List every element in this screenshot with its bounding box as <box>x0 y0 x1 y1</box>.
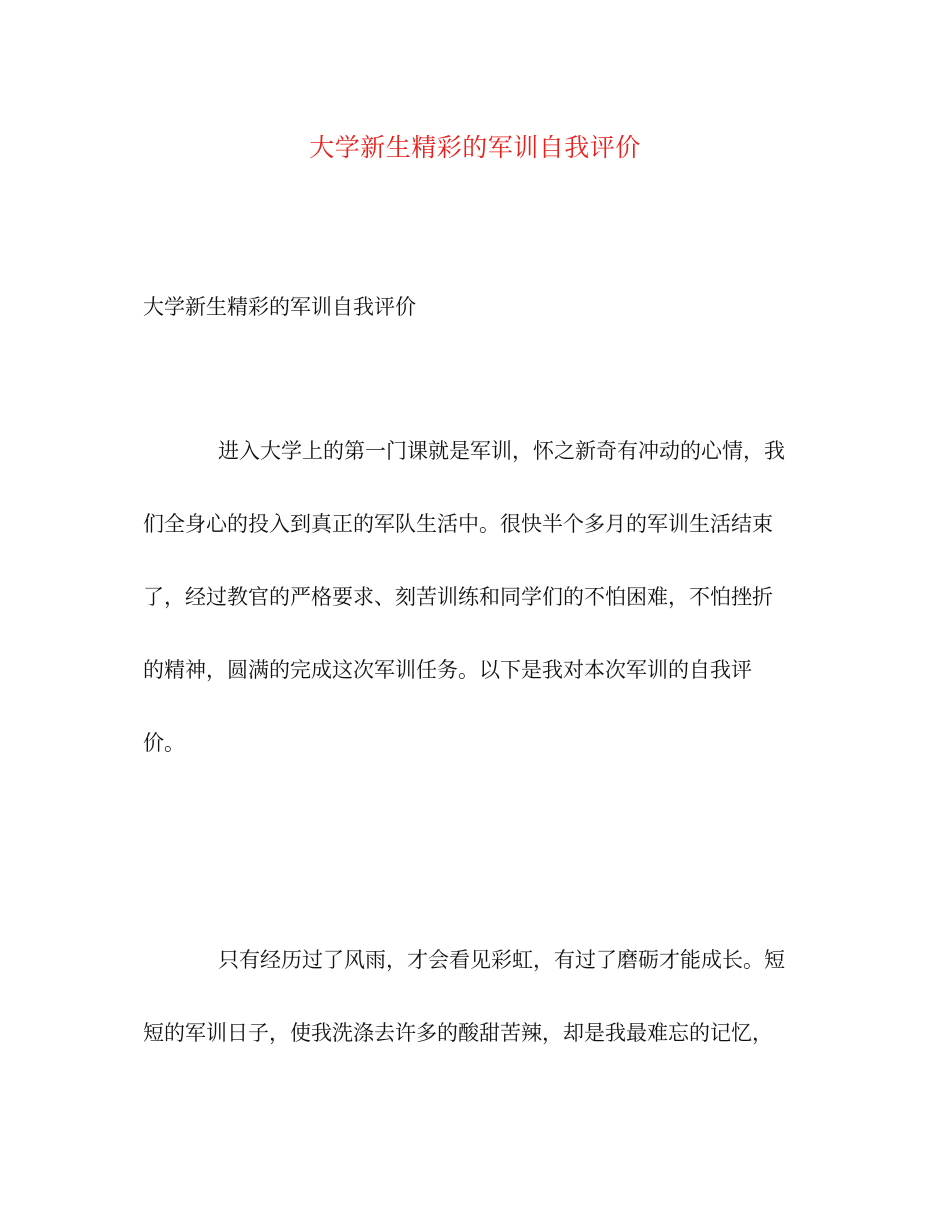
document-subtitle: 大学新生精彩的军训自我评价 <box>143 295 416 319</box>
paragraph-line: 只有经历过了风雨，才会看见彩虹，有过了磨砺才能成长。短 <box>218 948 785 972</box>
paragraph-line: 价。 <box>143 731 185 755</box>
paragraph-line: 们全身心的投入到真正的军队生活中。很快半个多月的军训生活结束 <box>143 512 773 536</box>
paragraph-line: 的精神，圆满的完成这次军训任务。以下是我对本次军训的自我评 <box>143 658 752 682</box>
paragraph-line: 进入大学上的第一门课就是军训，怀之新奇有冲动的心情，我 <box>218 439 785 463</box>
paragraph-line: 了，经过教官的严格要求、刻苦训练和同学们的不怕困难，不怕挫折 <box>143 585 773 609</box>
document-title: 大学新生精彩的军训自我评价 <box>309 133 641 162</box>
paragraph-line: 短的军训日子，使我洗涤去许多的酸甜苦辣，却是我最难忘的记忆， <box>143 1021 773 1045</box>
